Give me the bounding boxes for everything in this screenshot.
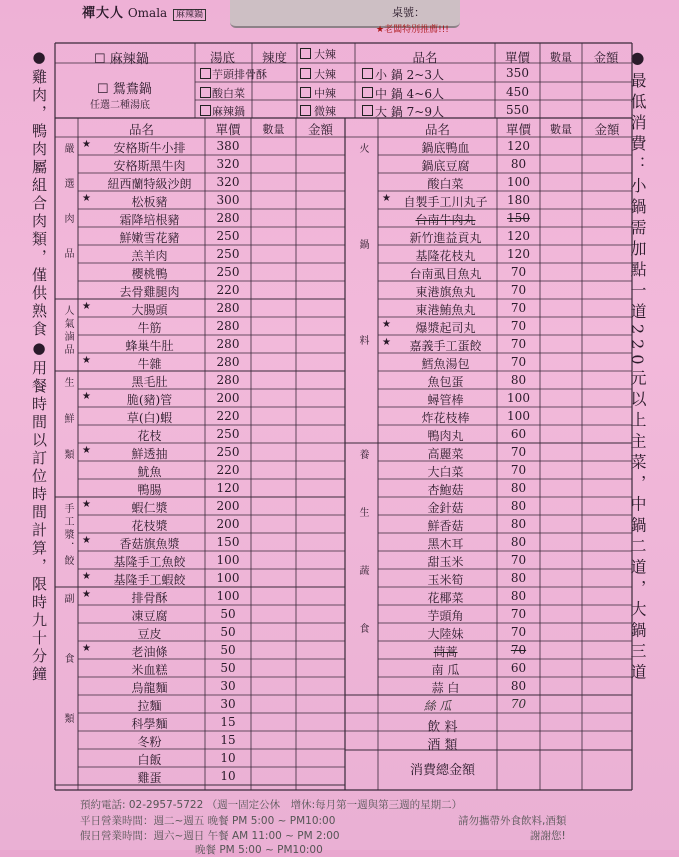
right-item-price: 80 [510,571,527,585]
left-item-price: 250 [216,229,240,243]
spice-checkbox-header[interactable] [300,48,311,59]
left-item-name: 櫻桃鴨 [131,267,168,281]
left-item-name: 基隆手工蝦餃 [113,573,186,587]
right-item-price: 80 [510,499,527,513]
left-item-price: 30 [220,679,236,693]
mala-pot-label: 麻辣鍋 [109,52,149,67]
right-item-price: 70 [510,553,527,567]
right-item-name: 鍋底鴨血 [421,141,470,155]
left-item-name: 米血糕 [131,663,168,677]
right-item-price: 100 [507,175,530,189]
left-item-price: 250 [216,445,240,459]
left-item-name: 蝦仁漿 [131,501,168,515]
pot-size-checkbox[interactable] [362,105,373,116]
left-category-label: 手工漿．餃 [62,503,73,568]
left-item-price: 200 [216,517,240,531]
right-item-name: 蟳管棒 [427,393,464,407]
right-item-price: 60 [510,661,527,675]
drinks-label: 飲 料 [427,720,458,735]
right-item-name: 台南牛肉丸 [415,213,476,227]
left-item-name: 烏龍麵 [131,681,168,695]
left-item-name: 牛筋 [137,321,162,335]
left-item-name: 安格斯黑牛肉 [113,159,186,173]
right-item-name: 爆漿起司丸 [415,321,476,335]
left-item-price: 280 [216,355,240,369]
left-item-name: 基隆手工魚餃 [113,555,186,569]
left-item-price: 380 [216,139,240,153]
left-category-label: 嚴選肉品 [62,143,73,283]
total-amount-label: 消費總金額 [409,763,475,778]
right-qty-header: 數量 [550,123,572,136]
pot-size-name: 大 鍋 7~9人 [375,105,444,119]
brand-name: 禪大人 [82,6,125,21]
left-item-price: 220 [216,409,240,423]
right-item-price: 70 [510,607,527,621]
right-item-price: 70 [510,643,527,657]
right-item-name: 酸白菜 [427,177,464,191]
left-item-price: 150 [216,535,240,549]
spice-level-2: 微辣 [314,105,336,118]
right-item-name: 黑木耳 [427,537,464,551]
right-amount-header: 金額 [594,122,620,137]
right-item-name: 嘉義手工蛋餃 [409,339,482,353]
right-item-name: 魚包蛋 [427,375,464,389]
left-item-name: 蜂巢牛肚 [125,339,174,353]
pot-size-checkbox[interactable] [362,87,373,98]
left-item-price: 280 [216,301,240,315]
right-item-name: 自製手工川丸子 [403,195,488,209]
right-name-header: 品名 [424,122,450,137]
weekend-hours: 假日營業時間：週六~週日 午餐 AM 11:00 ~ PM 2:00 [80,830,340,842]
right-item-price: 120 [507,247,530,261]
phone-info: 預約電話: 02-2957-5722 （週一固定公休 增休:每月第一週與第三週的星期二） [80,799,463,811]
left-item-price: 100 [216,553,240,567]
handwritten-item-price: 70 [510,697,527,711]
right-price-header: 單價 [505,122,531,137]
right-category-label: 養生蔬食 [357,449,368,681]
left-item-price: 220 [216,463,240,477]
right-item-price: 60 [510,427,527,441]
left-item-price: 300 [216,193,240,207]
left-item-name: 香菇旗魚漿 [119,537,180,551]
right-star-icon: ★ [382,319,391,330]
right-item-price: 150 [507,211,530,225]
left-item-name: 鮮嫩雪花豬 [119,231,180,245]
spice-level-0: 大辣 [314,68,336,81]
weekday-hours: 平日營業時間：週二~週五 晚餐 PM 5:00 ~ PM10:00 [80,815,336,827]
left-item-name: 豆皮 [137,627,162,641]
left-item-name: 拉麵 [137,699,162,713]
pot-size-checkbox[interactable] [362,68,373,79]
weekend-dinner-hours: 晚餐 PM 5:00 ~ PM10:00 [195,844,323,856]
right-item-name: 新竹進益貢丸 [409,231,482,245]
right-item-name: 鮮香菇 [427,519,464,533]
right-item-name: 台南虱目魚丸 [409,267,482,281]
left-item-price: 280 [216,373,240,387]
left-name-header: 品名 [128,122,154,137]
left-item-name: 霜降培根豬 [119,213,180,227]
left-item-price: 100 [216,589,240,603]
left-star-icon: ★ [82,391,91,402]
left-star-icon: ★ [82,499,91,510]
left-item-price: 15 [220,733,236,747]
left-item-name: 雞蛋 [137,771,162,785]
right-item-price: 80 [510,481,527,495]
left-star-icon: ★ [82,571,91,582]
soup-base-0: 芋頭排骨酥 [212,68,267,81]
left-star-icon: ★ [82,589,91,600]
spice-checkbox[interactable] [300,105,311,116]
pot-size-price: 450 [506,85,529,99]
yuanyang-pot-option[interactable]: ☐ 鴛鴦鍋 [97,82,152,97]
left-item-name: 安格斯牛小排 [113,141,186,155]
right-item-name: 基隆花枝丸 [415,249,476,263]
logo-box: 麻辣鍋 [173,9,206,21]
left-item-price: 50 [220,607,236,621]
spice-checkbox[interactable] [300,87,311,98]
right-side-note: ●最低消費：小鍋需加點一道220元以上主菜，中鍋二道，大鍋三道 [628,48,647,685]
right-item-name: 鱈魚湯包 [421,357,470,371]
left-item-name: 花枝漿 [131,519,168,533]
handwritten-item-name: 絲 瓜 [423,699,452,713]
table-number-label: 桌號： [392,6,425,19]
left-item-price: 15 [220,715,236,729]
left-item-price: 100 [216,571,240,585]
right-item-price: 80 [510,517,527,531]
left-item-price: 320 [216,175,240,189]
right-item-name: 大白菜 [427,465,464,479]
left-item-name: 松板豬 [131,195,168,209]
left-item-name: 魷魚 [137,465,162,479]
left-item-name: 老油條 [131,645,168,659]
no-outside-food-note: 請勿攜帶外食飲料,酒類 [458,815,567,827]
left-star-icon: ★ [82,445,91,456]
left-item-price: 50 [220,625,236,639]
left-star-icon: ★ [82,193,91,204]
right-item-price: 100 [507,409,530,423]
right-item-price: 70 [510,265,527,279]
left-item-price: 250 [216,247,240,261]
left-item-price: 250 [216,265,240,279]
left-item-name: 花枝 [137,429,162,443]
left-item-name: 白飯 [137,753,162,767]
left-category-label: 人氣滷品 [62,305,73,357]
chef-recommend-note: ★老闆特別推薦!!! [376,25,449,35]
size-name-header: 品名 [412,50,438,65]
right-item-name: 東港旗魚丸 [415,285,476,299]
size-qty-header: 數量 [550,51,572,64]
right-item-name: 大陸妹 [427,627,464,641]
right-item-name: 鍋底豆腐 [421,159,470,173]
left-item-name: 牛雜 [137,357,162,371]
right-item-name: 甜玉米 [427,555,464,569]
right-item-name: 金針菇 [427,501,464,515]
right-item-name: 東港鮪魚丸 [415,303,476,317]
left-item-name: 羔羊肉 [131,249,168,263]
right-item-name: 鴨肉丸 [427,429,464,443]
right-item-price: 70 [510,301,527,315]
left-price-header: 單價 [215,122,241,137]
left-item-price: 280 [216,337,240,351]
left-item-name: 去骨雞腿肉 [119,285,180,299]
right-star-icon: ★ [382,337,391,348]
right-item-name: 杏鮑菇 [427,483,464,497]
pot-size-name: 小 鍋 2~3人 [375,68,444,82]
left-item-price: 220 [216,283,240,297]
spice-checkbox[interactable] [300,68,311,79]
left-item-name: 紐西蘭特級沙朗 [107,177,192,191]
left-item-price: 280 [216,319,240,333]
mala-pot-option[interactable]: ☐ 麻辣鍋 [94,52,149,67]
left-item-name: 排骨酥 [131,591,168,605]
left-item-price: 30 [220,697,236,711]
left-item-name: 科學麵 [131,717,168,731]
right-item-price: 70 [510,283,527,297]
left-category-label: 副食類 [62,593,73,773]
right-item-name: 蒜 白 [431,681,460,695]
right-item-price: 70 [510,355,527,369]
left-side-note: ●雞肉，鴨肉屬組合肉類，僅供熟食●用餐時間以訂位時間計算，限時九十分鐘 [30,48,48,684]
size-amount-header: 金額 [593,50,619,65]
right-item-price: 120 [507,139,530,153]
yuanyang-sub: 任選二種湯底 [90,100,150,111]
left-item-price: 120 [216,481,240,495]
soup-base-checkbox[interactable] [200,87,211,98]
left-star-icon: ★ [82,535,91,546]
soup-base-1: 酸白菜 [212,87,245,100]
left-item-name: 草(白)蝦 [126,411,173,425]
spice-level-1: 中辣 [314,87,336,100]
thank-you-note: 謝謝您! [530,830,566,842]
right-item-name: 玉米筍 [427,573,464,587]
left-item-name: 大腸頭 [131,303,168,317]
right-item-price: 180 [507,193,530,207]
right-item-price: 80 [510,157,527,171]
right-item-price: 70 [510,319,527,333]
left-item-name: 脆(豬)管 [126,393,173,407]
right-item-name: 炸花枝棒 [421,411,470,425]
liquor-label: 酒 類 [427,738,458,753]
right-item-price: 80 [510,373,527,387]
yuanyang-pot-label: 鴛鴦鍋 [112,82,152,97]
right-item-name: 花椰菜 [427,591,464,605]
size-price-header: 單價 [504,50,530,65]
left-item-name: 冬粉 [137,735,162,749]
right-item-price: 120 [507,229,530,243]
left-item-price: 200 [216,499,240,513]
left-amount-header: 金額 [307,122,333,137]
right-item-price: 80 [510,535,527,549]
right-item-price: 70 [510,337,527,351]
left-star-icon: ★ [82,301,91,312]
left-item-price: 320 [216,157,240,171]
soup-base-checkbox[interactable] [200,105,211,116]
left-item-name: 鮮透抽 [131,447,168,461]
left-category-label: 生鮮類 [62,377,73,485]
pot-size-price: 350 [506,66,529,80]
left-item-name: 鴨腸 [137,483,162,497]
right-item-price: 70 [510,463,527,477]
right-item-price: 100 [507,391,530,405]
pot-size-name: 中 鍋 4~6人 [375,87,444,101]
right-category-label: 火鍋料 [357,143,368,431]
right-item-price: 70 [510,445,527,459]
right-item-name: 南 瓜 [431,663,460,677]
right-item-price: 70 [510,625,527,639]
soup-base-header: 湯底 [209,50,235,65]
left-item-price: 200 [216,391,240,405]
right-item-price: 80 [510,679,527,693]
pot-size-price: 550 [506,103,529,117]
right-item-price: 80 [510,589,527,603]
left-star-icon: ★ [82,643,91,654]
left-item-name: 凍豆腐 [131,609,168,623]
left-star-icon: ★ [82,355,91,366]
left-item-name: 黑毛肚 [131,375,168,389]
right-item-name: 高麗菜 [427,447,464,461]
right-item-name: 芋頭角 [427,609,464,623]
spice-level-header: 辣度 [261,50,287,65]
left-item-price: 10 [220,751,236,765]
logo-sub: Omala [127,6,168,20]
right-item-name: 茼蒿 [433,645,458,659]
left-item-price: 50 [220,643,236,657]
right-star-icon: ★ [382,193,391,204]
left-item-price: 10 [220,769,236,783]
left-star-icon: ★ [82,139,91,150]
spice-level-top: 大辣 [314,48,336,61]
left-qty-header: 數量 [262,123,285,136]
soup-base-2: 麻辣鍋 [212,105,245,118]
left-item-price: 50 [220,661,236,675]
soup-base-checkbox[interactable] [200,68,211,79]
left-item-price: 250 [216,427,240,441]
left-item-price: 280 [216,211,240,225]
